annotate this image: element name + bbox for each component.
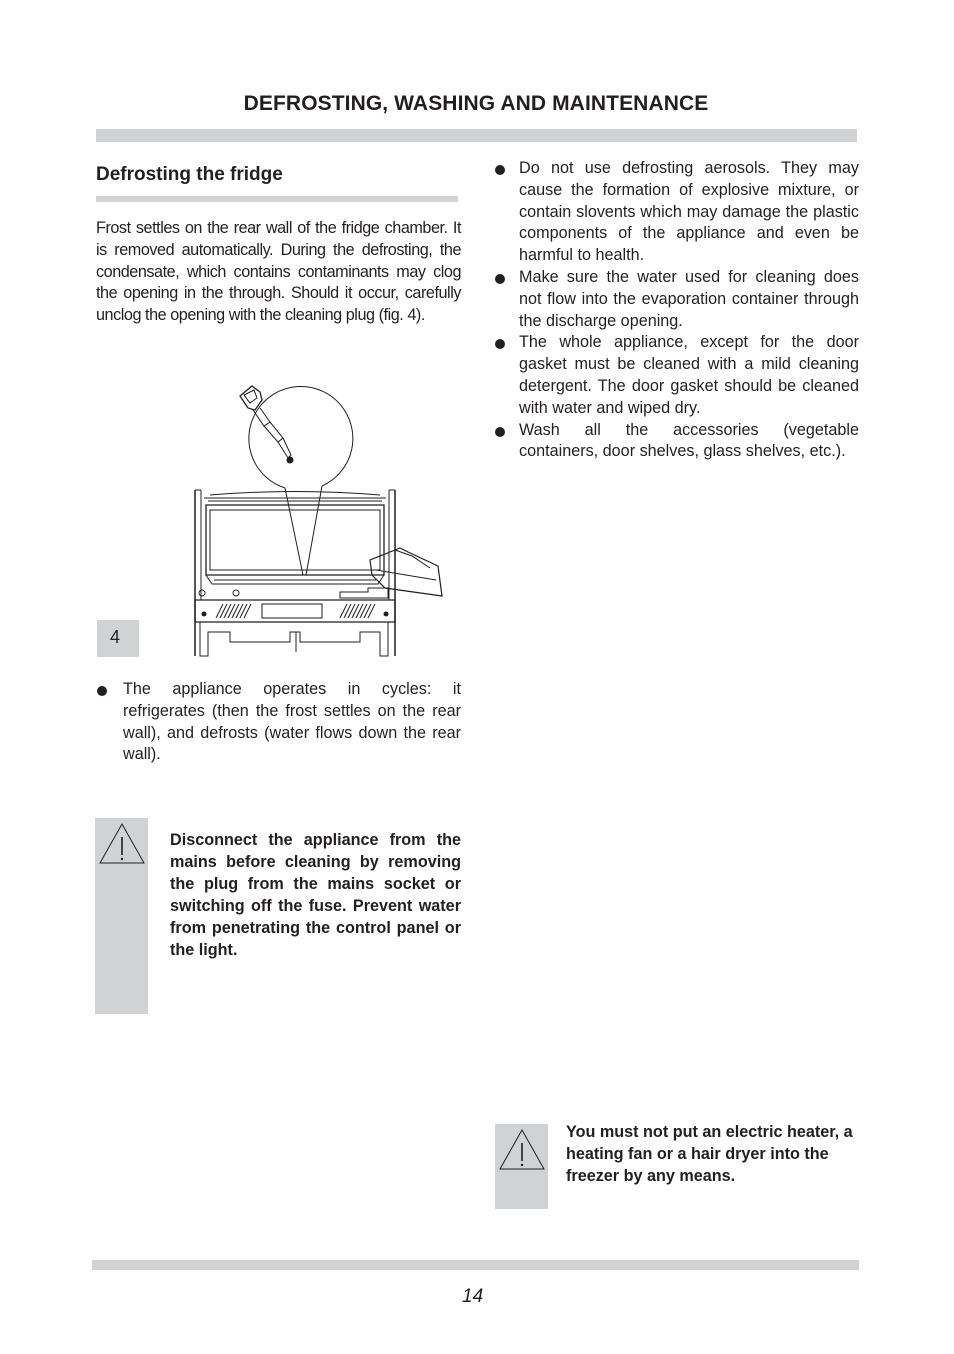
header-rule xyxy=(96,129,857,142)
heater-warning-text: You must not put an electric heater, a heating fan or a hair dryer into the freezer by any means. xyxy=(566,1123,853,1185)
defrost-paragraph: Frost settles on the rear wall of the fridge chamber. It is removed automatically. During the defrosting, the condensate, which contains contaminants may clog the opening in the through. Should it occur, carefully unclog the opening with the cleaning plug (fig. 4). xyxy=(96,219,461,325)
fridge-cleaning-plug-illustration xyxy=(190,370,445,660)
right-bullet-list xyxy=(494,158,859,463)
figure-number: 4 xyxy=(97,620,139,657)
warning-triangle-icon xyxy=(98,821,146,865)
list-item: Wash all the accessories (vegetable containers, door shelves, glass shelves, etc.). xyxy=(494,420,859,464)
warning-sidebar xyxy=(495,1124,548,1209)
list-item: Do not use defrosting aerosols. They may cause the formation of explosive mixture, or contain slovents which may damage the plastic components of the appliance and even be harmful to health. xyxy=(494,158,859,267)
footer-rule xyxy=(92,1260,859,1270)
warning-sidebar xyxy=(95,818,148,1014)
left-bullet-list xyxy=(96,679,461,766)
warning-triangle-icon xyxy=(498,1127,546,1171)
section-heading: Defrosting the fridge xyxy=(96,164,283,185)
list-item: The whole appliance, except for the door gasket must be cleaned with a mild cleaning detergent. The door gasket should be cleaned with water and wiped dry. xyxy=(494,332,859,419)
list-item: Make sure the water used for cleaning does not flow into the evaporation container through the discharge opening. xyxy=(494,267,859,332)
list-item: The appliance operates in cycles: it refrigerates (then the frost settles on the rear wall), and defrosts (water flows down the rear wall). xyxy=(96,679,461,766)
disconnect-warning-text: Disconnect the appliance from the mains before cleaning by removing the plug from the mains socket or switching off the fuse. Prevent water from penetrating the control panel or the light. xyxy=(170,831,461,959)
page-number: 14 xyxy=(462,1286,484,1307)
section-rule xyxy=(96,196,458,202)
page-title: DEFROSTING, WASHING AND MAINTENANCE xyxy=(243,92,709,115)
